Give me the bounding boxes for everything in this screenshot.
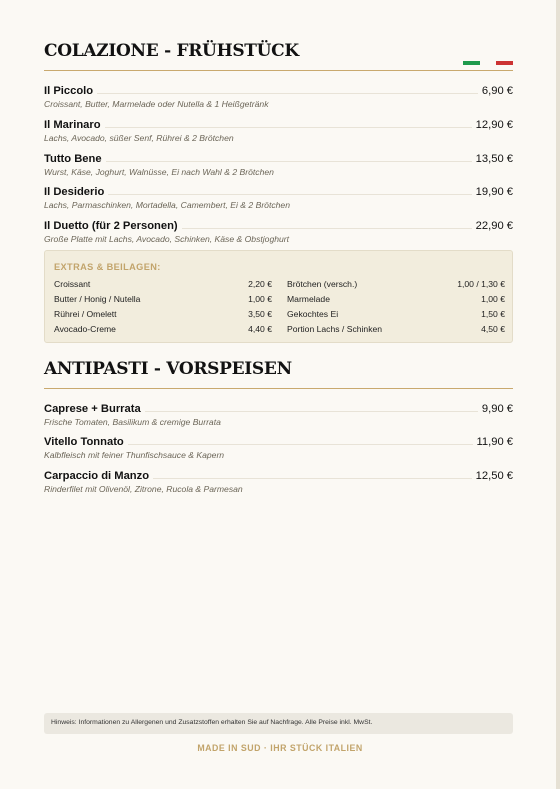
extras-title: EXTRAS & BEILAGEN: — [54, 262, 161, 272]
item-price: 6,90 € — [481, 85, 513, 97]
extras-row — [54, 294, 272, 304]
extras-price: 1,50 € — [481, 309, 505, 319]
extras-name: Brötchen (versch.) — [287, 279, 358, 289]
dotted-leader — [153, 478, 472, 479]
flag-red-stripe — [496, 61, 513, 65]
dotted-leader — [128, 444, 473, 445]
antipasti-title: ANTIPASTI - VORSPEISEN — [44, 359, 292, 379]
extras-row — [287, 279, 505, 289]
extras-name: Avocado-Creme — [54, 324, 116, 334]
extras-row — [54, 324, 272, 334]
extras-price: 4,40 € — [248, 324, 272, 334]
extras-name: Gekochtes Ei — [287, 309, 339, 319]
item-price: 12,90 € — [475, 119, 513, 131]
antipasti-divider — [44, 388, 513, 389]
breakfast-title: COLAZIONE - FRÜHSTÜCK — [44, 41, 299, 61]
item-name: Il Piccolo — [44, 85, 94, 97]
item-description: Lachs, Avocado, süßer Senf, Rührei & 2 Brötchen — [44, 133, 234, 143]
item-description: Rinderfilet mit Olivenöl, Zitrone, Rucola & Parmesan — [44, 484, 243, 494]
extras-row — [287, 294, 505, 304]
item-price: 9,90 € — [481, 403, 513, 415]
item-price: 19,90 € — [475, 186, 513, 198]
page-edge — [556, 0, 560, 789]
allergen-note: Hinweis: Informationen zu Allergenen und Zusatzstoffen erhalten Sie auf Nachfrage. Alle Preise inkl. MwSt. — [44, 713, 513, 734]
item-price: 12,50 € — [475, 470, 513, 482]
menu-item-vitello-tonnato — [44, 432, 513, 460]
item-name: Il Duetto (für 2 Personen) — [44, 220, 178, 232]
breakfast-section-header — [44, 41, 513, 71]
item-description: Kalbfleisch mit feiner Thunfischsauce & Kapern — [44, 450, 225, 460]
extras-price: 3,50 € — [248, 309, 272, 319]
antipasti-section-header — [44, 359, 513, 389]
extras-row — [287, 309, 505, 319]
footer-tagline: MADE IN SUD · IHR STÜCK ITALIEN — [197, 743, 363, 753]
menu-item-il-duetto — [44, 216, 513, 244]
item-description: Frische Tomaten, Basilikum & cremige Burrata — [44, 417, 221, 427]
dotted-leader — [106, 161, 472, 162]
extras-name: Butter / Honig / Nutella — [54, 294, 141, 304]
dotted-leader — [145, 411, 478, 412]
extras-box — [44, 250, 513, 343]
item-price: 22,90 € — [475, 220, 513, 232]
breakfast-divider — [44, 70, 513, 71]
dotted-leader — [105, 127, 472, 128]
extras-name: Marmelade — [287, 294, 330, 304]
menu-item-carpaccio-di-manzo — [44, 466, 513, 494]
dotted-leader — [97, 93, 478, 94]
item-name: Tutto Bene — [44, 153, 102, 165]
extras-name: Portion Lachs / Schinken — [287, 324, 383, 334]
menu-item-il-marinaro — [44, 115, 513, 143]
item-description: Lachs, Parmaschinken, Mortadella, Camembert, Ei & 2 Brötchen — [44, 200, 290, 210]
extras-row — [54, 279, 272, 289]
item-price: 11,90 € — [476, 436, 513, 448]
item-price: 13,50 € — [475, 153, 513, 165]
menu-item-tutto-bene — [44, 149, 513, 177]
extras-row — [287, 324, 505, 334]
extras-name: Croissant — [54, 279, 91, 289]
dotted-leader — [182, 228, 472, 229]
extras-price: 1,00 / 1,30 € — [457, 279, 505, 289]
dotted-leader — [108, 194, 471, 195]
flag-green-stripe — [463, 61, 480, 65]
item-name: Vitello Tonnato — [44, 436, 124, 448]
item-description: Wurst, Käse, Joghurt, Walnüsse, Ei nach Wahl & 2 Brötchen — [44, 167, 274, 177]
menu-item-il-desiderio — [44, 182, 513, 210]
item-name: Carpaccio di Manzo — [44, 470, 150, 482]
item-name: Il Marinaro — [44, 119, 101, 131]
extras-price: 1,00 € — [481, 294, 505, 304]
item-description: Große Platte mit Lachs, Avocado, Schinken, Käse & Obstjoghurt — [44, 234, 290, 244]
item-name: Caprese + Burrata — [44, 403, 141, 415]
item-description: Croissant, Butter, Marmelade oder Nutella & 1 Heißgetränk — [44, 99, 269, 109]
menu-item-il-piccolo — [44, 81, 513, 109]
extras-name: Rührei / Omelett — [54, 309, 117, 319]
extras-price: 4,50 € — [481, 324, 505, 334]
extras-row — [54, 309, 272, 319]
item-name: Il Desiderio — [44, 186, 105, 198]
menu-item-caprese-burrata — [44, 399, 513, 427]
extras-price: 2,20 € — [248, 279, 272, 289]
extras-price: 1,00 € — [248, 294, 272, 304]
